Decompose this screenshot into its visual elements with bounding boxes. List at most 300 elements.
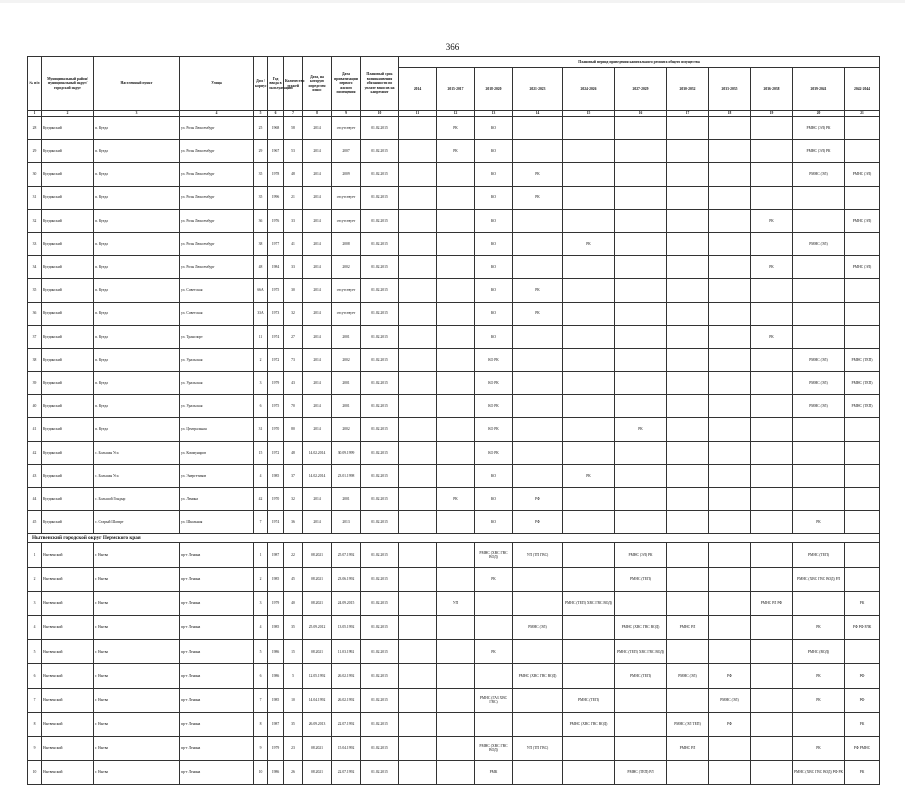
cell-f: 45: [284, 567, 303, 591]
period-cell: [709, 256, 751, 279]
section-row: [28, 534, 880, 543]
cell-st: ул. Энергетиков: [180, 464, 254, 487]
cell-s: п. Куеда: [94, 348, 180, 371]
period-cell: РК: [793, 664, 845, 688]
table-row: [28, 418, 880, 441]
cell-st: ул. Транспорт: [180, 325, 254, 348]
table-row: [28, 761, 880, 785]
period-cell: [751, 736, 793, 760]
period-cell: [845, 488, 880, 511]
period-cell: [563, 664, 615, 688]
period-cell: [399, 232, 437, 255]
period-cell: РМНС (ХВС ГВС ВОД): [475, 543, 513, 567]
cell-sd: 2014: [303, 186, 332, 209]
period-cell: РМНС (ЭЛ): [793, 395, 845, 418]
column-number: 17: [667, 111, 709, 117]
period-cell: [399, 279, 437, 302]
cell-s: г. Нытва: [94, 712, 180, 736]
cell-f: 21: [284, 186, 303, 209]
cell-fp: 23.06.1992: [332, 567, 361, 591]
cell-n: 6: [28, 664, 42, 688]
period-header: 2042-2044: [845, 68, 880, 111]
table-row: [28, 325, 880, 348]
cell-n: 28: [28, 117, 42, 140]
header-house: Дом / корпус: [254, 57, 268, 111]
period-cell: [751, 186, 793, 209]
period-cell: [563, 441, 615, 464]
period-cell: [563, 395, 615, 418]
period-cell: [563, 511, 615, 534]
period-cell: [667, 163, 709, 186]
period-cell: КО РК: [475, 441, 513, 464]
period-cell: РК: [513, 279, 563, 302]
period-cell: [615, 348, 667, 371]
period-cell: [667, 232, 709, 255]
table-row: [28, 140, 880, 163]
cell-f: 32: [284, 488, 303, 511]
period-cell: [667, 256, 709, 279]
cell-fp: отсутствует: [332, 186, 361, 209]
period-cell: [437, 640, 475, 664]
period-cell: [513, 567, 563, 591]
period-cell: КО: [475, 488, 513, 511]
period-cell: [751, 640, 793, 664]
cell-y: 1972: [268, 441, 284, 464]
period-cell: [399, 325, 437, 348]
header-floors: Количество этажей: [284, 57, 303, 111]
cell-d: Нытвенский: [42, 615, 94, 639]
cell-y: 1996: [268, 186, 284, 209]
period-cell: [513, 256, 563, 279]
period-cell: РФ: [845, 688, 880, 712]
period-cell: [563, 488, 615, 511]
period-cell: [667, 640, 709, 664]
period-cell: [709, 640, 751, 664]
cell-sd: 14.02.2014: [303, 464, 332, 487]
cell-od: 01.02.2015: [361, 140, 399, 163]
period-cell: [437, 372, 475, 395]
cell-st: ул. Советская: [180, 279, 254, 302]
period-cell: [667, 372, 709, 395]
period-cell: [513, 117, 563, 140]
cell-od: 01.02.2015: [361, 209, 399, 232]
cell-st: пр-т Ленина: [180, 688, 254, 712]
period-cell: РК: [845, 712, 880, 736]
cell-od: 01.02.2015: [361, 464, 399, 487]
cell-f: 5: [284, 664, 303, 688]
table-row: [28, 302, 880, 325]
period-cell: [751, 395, 793, 418]
column-number: 10: [361, 111, 399, 117]
period-cell: КО: [475, 279, 513, 302]
period-cell: [513, 209, 563, 232]
table-row: [28, 615, 880, 639]
period-header: 2018-2020: [475, 68, 513, 111]
cell-od: 01.02.2015: [361, 372, 399, 395]
header-settlement: Населенный пункт: [94, 57, 180, 111]
period-cell: КО: [475, 163, 513, 186]
cell-h: 31: [254, 418, 268, 441]
period-cell: [563, 117, 615, 140]
cell-fp: 11.03.1992: [332, 640, 361, 664]
period-cell: РМНС (ЭЛ): [513, 615, 563, 639]
cell-d: Нытвенский: [42, 712, 94, 736]
period-cell: [709, 464, 751, 487]
period-cell: РМНС (ЭЛ): [845, 163, 880, 186]
period-cell: РМНС (ТЕП) ХВС ГВС ВОД): [563, 591, 615, 615]
cell-od: 01.02.2015: [361, 615, 399, 639]
period-cell: [437, 441, 475, 464]
period-cell: РМНС (ТЕП): [793, 543, 845, 567]
cell-od: 01.02.2015: [361, 736, 399, 760]
period-cell: [437, 511, 475, 534]
cell-n: 1: [28, 543, 42, 567]
period-cell: [709, 163, 751, 186]
cell-fp: 2001: [332, 372, 361, 395]
cell-h: 9: [254, 736, 268, 760]
period-cell: [793, 209, 845, 232]
period-cell: [563, 163, 615, 186]
cell-d: Куединский: [42, 488, 94, 511]
period-cell: [793, 441, 845, 464]
period-cell: КО: [475, 140, 513, 163]
cell-st: ул. Розы Люксембург: [180, 209, 254, 232]
cell-d: Куединский: [42, 209, 94, 232]
period-cell: [615, 163, 667, 186]
cell-d: Куединский: [42, 372, 94, 395]
period-cell: [437, 567, 475, 591]
cell-fp: 26.02.1992: [332, 664, 361, 688]
cell-fp: 30.09.1999: [332, 441, 361, 464]
period-cell: [563, 279, 615, 302]
cell-s: г. Нытва: [94, 664, 180, 688]
period-cell: [751, 163, 793, 186]
period-cell: [437, 256, 475, 279]
period-header: 2039-2041: [793, 68, 845, 111]
cell-y: 1987: [268, 712, 284, 736]
cell-fp: 24.09.2015: [332, 591, 361, 615]
cell-d: Куединский: [42, 140, 94, 163]
period-cell: КО РК: [475, 395, 513, 418]
period-cell: РФ: [709, 712, 751, 736]
cell-n: 37: [28, 325, 42, 348]
period-cell: РК: [563, 232, 615, 255]
cell-fp: 2002: [332, 348, 361, 371]
table-row: [28, 688, 880, 712]
cell-d: Куединский: [42, 186, 94, 209]
cell-st: пр-т Ленина: [180, 712, 254, 736]
period-cell: РК: [845, 591, 880, 615]
period-cell: [615, 511, 667, 534]
cell-od: 01.02.2015: [361, 543, 399, 567]
table-row: [28, 232, 880, 255]
column-number: 2: [42, 111, 94, 117]
cell-od: 01.02.2015: [361, 395, 399, 418]
table-row: [28, 372, 880, 395]
table-row: [28, 209, 880, 232]
period-cell: РМНС (ГАЗ ХВС ГВС): [475, 688, 513, 712]
cell-sd: 08.2021: [303, 567, 332, 591]
period-cell: [563, 140, 615, 163]
table-row: [28, 712, 880, 736]
cell-d: Нытвенский: [42, 688, 94, 712]
cell-fp: 2001: [332, 395, 361, 418]
cell-od: 01.02.2015: [361, 688, 399, 712]
period-cell: [615, 209, 667, 232]
cell-f: 73: [284, 348, 303, 371]
cell-fp: 13.05.1992: [332, 615, 361, 639]
cell-d: Нытвенский: [42, 761, 94, 785]
period-cell: [615, 395, 667, 418]
cell-s: п. Куеда: [94, 418, 180, 441]
period-cell: [667, 441, 709, 464]
period-cell: [709, 441, 751, 464]
period-cell: РК: [793, 688, 845, 712]
period-cell: [563, 567, 615, 591]
period-cell: РМНС (ХВС ГВС ВОД): [475, 736, 513, 760]
cell-h: 35: [254, 186, 268, 209]
period-header: 2027-2029: [615, 68, 667, 111]
cell-sd: 26.09.2013: [303, 712, 332, 736]
table-row: [28, 488, 880, 511]
column-number: 9: [332, 111, 361, 117]
cell-fp: отсутствует: [332, 302, 361, 325]
cell-st: пр-т Ленина: [180, 567, 254, 591]
period-cell: [615, 279, 667, 302]
cell-n: 42: [28, 441, 42, 464]
cell-s: г. Нытва: [94, 761, 180, 785]
cell-y: 1970: [268, 488, 284, 511]
cell-s: п. Куеда: [94, 140, 180, 163]
cell-n: 30: [28, 163, 42, 186]
period-cell: [399, 736, 437, 760]
cell-fp: 22.07.1992: [332, 761, 361, 785]
period-cell: РМНС (ХВС ГВС ВОД) РФ РК: [793, 761, 845, 785]
period-cell: РМНС (ЭЛ) РК: [793, 140, 845, 163]
header-num: № п/п: [28, 57, 42, 111]
cell-s: п. Куеда: [94, 395, 180, 418]
cell-n: 44: [28, 488, 42, 511]
cell-sd: 2014: [303, 140, 332, 163]
period-cell: [475, 664, 513, 688]
period-cell: [667, 488, 709, 511]
cell-st: пр-т Ленина: [180, 761, 254, 785]
cell-h: 4: [254, 615, 268, 639]
period-cell: [513, 441, 563, 464]
period-cell: [399, 186, 437, 209]
cell-h: 4: [254, 464, 268, 487]
period-cell: [709, 209, 751, 232]
cell-h: 1: [254, 543, 268, 567]
cell-fp: 26.02.1992: [332, 688, 361, 712]
period-cell: [667, 395, 709, 418]
period-cell: РМНС РЛ: [667, 615, 709, 639]
cell-sd: 08.2021: [303, 543, 332, 567]
cell-s: п. Куеда: [94, 186, 180, 209]
cell-sd: 2014: [303, 372, 332, 395]
period-cell: [399, 140, 437, 163]
period-cell: [399, 464, 437, 487]
period-cell: КО: [475, 186, 513, 209]
table-row: [28, 279, 880, 302]
period-cell: [437, 664, 475, 688]
period-cell: [615, 256, 667, 279]
period-cell: [709, 567, 751, 591]
cell-sd: 08.2021: [303, 591, 332, 615]
period-cell: РМНС (ЭЛ): [845, 209, 880, 232]
period-cell: РМНС (ХВС ГВС ВОД): [615, 615, 667, 639]
period-cell: РМНС (ЭЛ): [793, 348, 845, 371]
period-cell: [437, 464, 475, 487]
cell-fp: 2002: [332, 418, 361, 441]
cell-fp: отсутствует: [332, 209, 361, 232]
cell-od: 01.02.2015: [361, 664, 399, 688]
cell-y: 1974: [268, 325, 284, 348]
period-cell: [709, 511, 751, 534]
period-cell: РК: [513, 163, 563, 186]
period-cell: [513, 688, 563, 712]
period-cell: [845, 117, 880, 140]
period-cell: [845, 543, 880, 567]
table-row: [28, 256, 880, 279]
cell-f: 26: [284, 761, 303, 785]
cell-st: ул. Уральская: [180, 395, 254, 418]
cell-d: Куединский: [42, 395, 94, 418]
period-cell: [513, 232, 563, 255]
period-cell: РМНС (ТЕП): [615, 567, 667, 591]
period-cell: КО РК: [475, 418, 513, 441]
period-cell: [751, 418, 793, 441]
cell-od: 01.02.2015: [361, 761, 399, 785]
cell-fp: 22.07.1992: [332, 712, 361, 736]
cell-st: ул. Советская: [180, 302, 254, 325]
period-cell: [845, 140, 880, 163]
period-cell: [751, 302, 793, 325]
period-cell: [399, 511, 437, 534]
cell-n: 45: [28, 511, 42, 534]
period-cell: [667, 117, 709, 140]
period-cell: [399, 418, 437, 441]
cell-s: п. Куеда: [94, 232, 180, 255]
period-cell: РМНС (ТЕП): [845, 372, 880, 395]
period-cell: [399, 591, 437, 615]
period-cell: [751, 543, 793, 567]
period-cell: РМНС (ХВС ГВС ВОД): [513, 664, 563, 688]
cell-n: 2: [28, 567, 42, 591]
table-row: [28, 163, 880, 186]
period-cell: [845, 441, 880, 464]
period-cell: [667, 279, 709, 302]
period-cell: [793, 302, 845, 325]
period-cell: РФ РФ РЛК: [845, 615, 880, 639]
period-header: 2030-2032: [667, 68, 709, 111]
column-number: 5: [254, 111, 268, 117]
period-cell: [793, 186, 845, 209]
period-cell: УП (ТП ГВС): [513, 543, 563, 567]
cell-h: 2: [254, 348, 268, 371]
period-header: 2024-2026: [563, 68, 615, 111]
period-cell: [667, 348, 709, 371]
period-cell: [751, 688, 793, 712]
period-cell: РМНС (ЭЛ): [845, 256, 880, 279]
cell-s: с. Старый Шагирт: [94, 511, 180, 534]
cell-sd: 2014: [303, 395, 332, 418]
period-cell: [667, 761, 709, 785]
header-obligation-date: Плановый срок возникновения обязанности по уплате взносов на капремонт: [361, 57, 399, 111]
period-cell: КО: [475, 511, 513, 534]
cell-fp: 2002: [332, 256, 361, 279]
period-cell: РМНС (ТЕП) РЛ: [615, 761, 667, 785]
period-cell: РФ: [513, 511, 563, 534]
period-cell: УП: [437, 591, 475, 615]
table-row: [28, 117, 880, 140]
cell-s: г. Нытва: [94, 615, 180, 639]
period-cell: [513, 640, 563, 664]
cell-f: 15: [284, 640, 303, 664]
cell-y: 1986: [268, 664, 284, 688]
cell-y: 1968: [268, 117, 284, 140]
period-cell: [563, 348, 615, 371]
cell-y: 1986: [268, 640, 284, 664]
period-cell: РФ: [845, 664, 880, 688]
cell-h: 6: [254, 395, 268, 418]
cell-f: 32: [284, 302, 303, 325]
cell-y: 1975: [268, 279, 284, 302]
period-cell: [667, 688, 709, 712]
cell-fp: 2009: [332, 163, 361, 186]
cell-h: 11: [254, 325, 268, 348]
cell-n: 3: [28, 591, 42, 615]
period-cell: [399, 348, 437, 371]
cell-y: 1985: [268, 464, 284, 487]
cell-d: Куединский: [42, 325, 94, 348]
page-number: 366: [445, 42, 460, 52]
column-number: 1: [28, 111, 42, 117]
table-row: [28, 511, 880, 534]
period-cell: [475, 615, 513, 639]
cell-fp: 15.04.1992: [332, 736, 361, 760]
period-cell: [437, 209, 475, 232]
period-cell: [615, 325, 667, 348]
period-cell: [845, 302, 880, 325]
period-cell: [513, 325, 563, 348]
cell-od: 01.02.2015: [361, 279, 399, 302]
cell-n: 31: [28, 186, 42, 209]
period-cell: [709, 761, 751, 785]
period-cell: КО РК: [475, 348, 513, 371]
cell-s: п. Куеда: [94, 117, 180, 140]
period-cell: [399, 615, 437, 639]
period-cell: [793, 591, 845, 615]
cell-fp: 2001: [332, 488, 361, 511]
period-cell: [437, 543, 475, 567]
cell-n: 10: [28, 761, 42, 785]
cell-h: 66А: [254, 279, 268, 302]
period-cell: [667, 591, 709, 615]
cell-h: 29: [254, 140, 268, 163]
period-cell: [615, 140, 667, 163]
cell-st: ул. Центральная: [180, 418, 254, 441]
period-cell: РМНС РЛ РФ: [751, 591, 793, 615]
cell-sd: 14.04.1992: [303, 688, 332, 712]
cell-d: Нытвенский: [42, 591, 94, 615]
period-cell: [513, 395, 563, 418]
cell-sd: 14.02.2014: [303, 441, 332, 464]
cell-f: 80: [284, 418, 303, 441]
period-cell: [751, 117, 793, 140]
cell-d: Куединский: [42, 279, 94, 302]
period-cell: РМНС (ЭЛ): [793, 232, 845, 255]
